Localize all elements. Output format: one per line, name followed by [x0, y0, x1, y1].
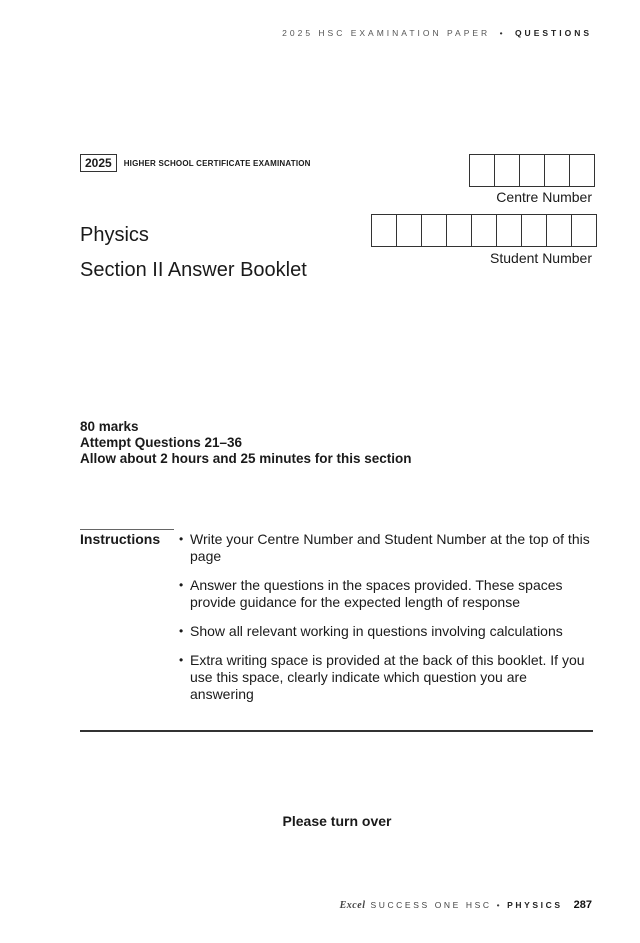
student-number-box[interactable]	[547, 215, 572, 246]
student-number-box[interactable]	[497, 215, 522, 246]
instruction-text: Answer the questions in the spaces provided. These spaces provide guidance for the expected length of response	[190, 577, 563, 610]
student-number-box[interactable]	[472, 215, 497, 246]
instruction-item	[179, 623, 594, 640]
footer-series: SUCCESS ONE HSC	[370, 900, 492, 910]
centre-number-label: Centre Number	[496, 189, 592, 205]
booklet-title: Section II Answer Booklet	[80, 259, 307, 281]
exam-name: HIGHER SCHOOL CERTIFICATE EXAMINATION	[123, 158, 311, 168]
instruction-text: Extra writing space is provided at the back of this booklet. If you use this space, clearly indicate which question you are answering	[190, 652, 585, 702]
centre-number-box[interactable]	[545, 155, 570, 186]
exam-year: 2025	[80, 154, 117, 172]
centre-number-box[interactable]	[470, 155, 495, 186]
centre-number-boxes[interactable]	[469, 154, 595, 187]
running-head-bullet: •	[499, 28, 506, 38]
running-head	[282, 28, 592, 38]
instruction-item	[179, 577, 594, 611]
footer-brand: Excel	[339, 900, 366, 911]
instructions-heading: Instructions	[80, 531, 161, 547]
running-head-title: 2025 HSC EXAMINATION PAPER	[282, 28, 491, 38]
instruction-item	[179, 531, 594, 565]
instructions-rule	[80, 529, 174, 530]
instruction-text: Show all relevant working in questions involving calculations	[190, 623, 563, 639]
total-marks: 80 marks	[80, 419, 139, 434]
centre-number-box[interactable]	[495, 155, 520, 186]
student-number-box[interactable]	[522, 215, 547, 246]
section-divider	[80, 730, 593, 732]
instruction-item	[179, 652, 594, 703]
student-number-box[interactable]	[422, 215, 447, 246]
marks-block	[80, 419, 412, 467]
questions-range: Attempt Questions 21–36	[80, 435, 243, 450]
bullet-icon: •	[179, 578, 184, 592]
instructions-list	[179, 531, 594, 715]
student-number-box[interactable]	[447, 215, 472, 246]
exam-header	[80, 154, 311, 172]
student-number-box[interactable]	[572, 215, 596, 246]
time-allowance: Allow about 2 hours and 25 minutes for this section	[80, 451, 412, 466]
bullet-icon: •	[179, 653, 184, 667]
student-number-boxes[interactable]	[371, 214, 597, 247]
turn-over-note: Please turn over	[282, 813, 392, 829]
page-footer	[340, 899, 592, 911]
running-head-section: QUESTIONS	[514, 28, 592, 38]
student-number-box[interactable]	[397, 215, 422, 246]
page-number: 287	[573, 899, 592, 911]
student-number-label: Student Number	[490, 250, 592, 266]
instruction-text: Write your Centre Number and Student Number at the top of this page	[190, 531, 590, 564]
footer-subject: PHYSICS	[507, 900, 563, 910]
centre-number-box[interactable]	[570, 155, 594, 186]
footer-bullet: •	[496, 900, 503, 910]
centre-number-box[interactable]	[520, 155, 545, 186]
student-number-box[interactable]	[372, 215, 397, 246]
subject-title: Physics	[80, 224, 149, 246]
bullet-icon: •	[179, 624, 184, 638]
bullet-icon: •	[179, 532, 184, 546]
